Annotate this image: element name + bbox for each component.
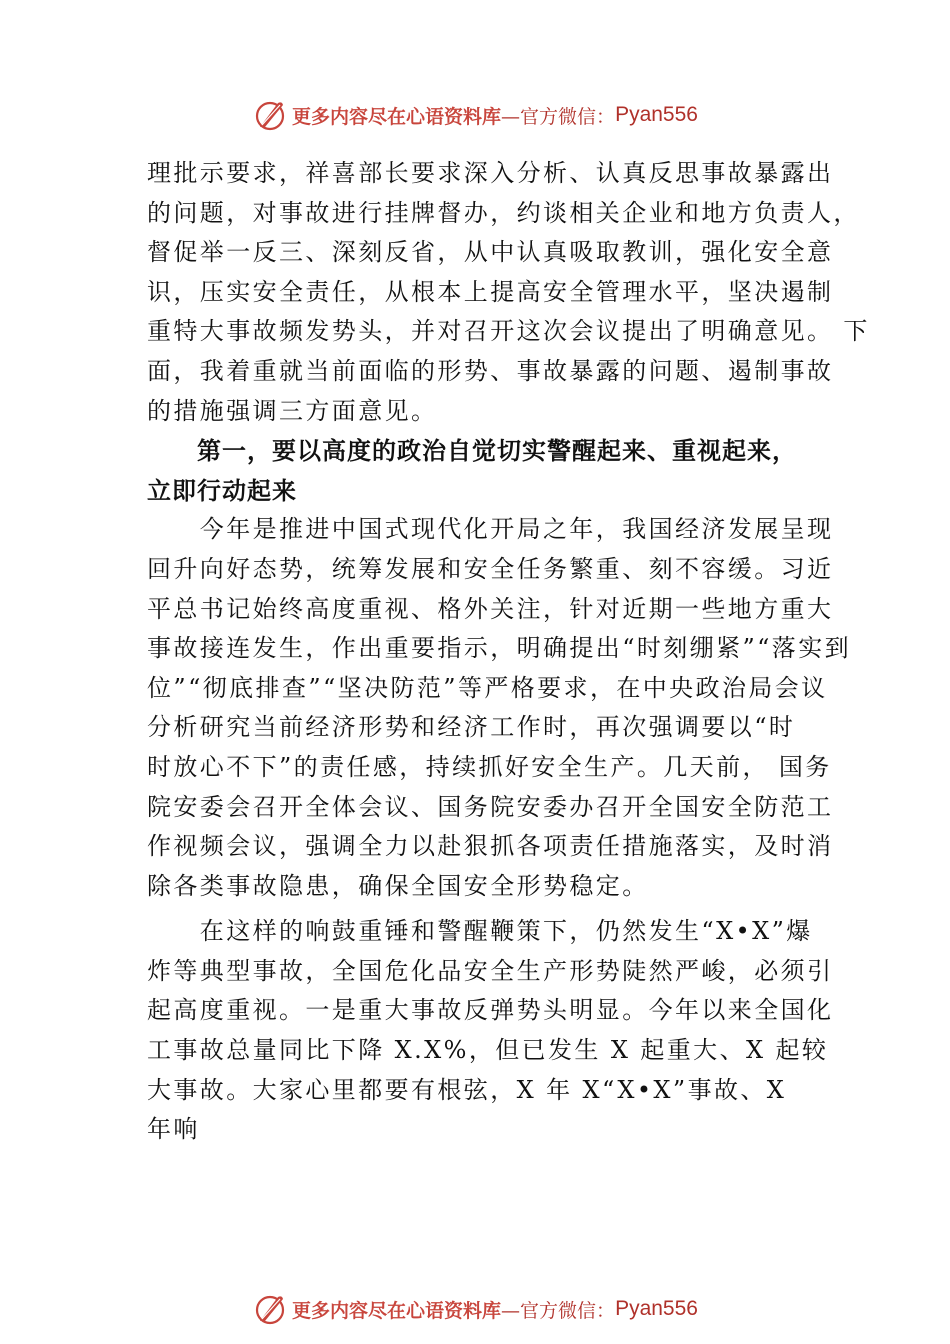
heading-line: 第一，要以高度的政治自觉切实警醒起来、重视起来， — [147, 436, 797, 466]
text-line: 除各类事故隐患，确保全国安全形势稳定。 — [147, 871, 649, 900]
text-line: 起高度重视。一是重大事故反弹势头明显。今年以来全国化 — [147, 996, 834, 1025]
text-line: 今年是推进中国式现代化开局之年，我国经济发展呈现 — [147, 515, 834, 544]
paragraph-2 — [147, 510, 852, 906]
text-line: 识，压实安全责任，从根本上提高安全管理水平，坚决遏制 — [147, 277, 834, 306]
text-line: 事故接连发生，作出重要指示，明确提出“时刻绷紧”“落实到 — [147, 634, 852, 663]
text-line: 在这样的响鼓重锤和警醒鞭策下，仍然发生“X•X”爆 — [147, 917, 813, 946]
text-line: 面，我着重就当前面临的形势、事故暴露的问题、遏制事故 — [147, 356, 834, 385]
text-line: 分析研究当前经济形势和经济工作时，再次强调要以“时 — [147, 713, 796, 742]
text-line: 时放心不下”的责任感，持续抓好安全生产。几天前， 国务 — [147, 752, 832, 781]
footer-brand: 更多内容尽在心语资料库 — [292, 1299, 502, 1322]
paragraph-1 — [147, 154, 870, 431]
text-line: 工事故总量同比下降 X.X%，但已发生 X 起重大、X 起较 — [147, 1036, 829, 1065]
header-official: —官方微信： — [501, 105, 616, 128]
document-body — [147, 154, 870, 1150]
text-line: 的措施强调三方面意见。 — [147, 396, 438, 425]
header-brand: 更多内容尽在心语资料库 — [292, 105, 502, 128]
text-line: 大事故。大家心里都要有根弦，X 年 X“X•X”事故、X — [147, 1075, 787, 1104]
text-line: 督促举一反三、深刻反省，从中认真吸取教训，强化安全意 — [147, 238, 834, 267]
footer-wechat-id: Pyan556 — [615, 1297, 698, 1320]
heading-line: 立即行动起来 — [147, 475, 297, 505]
text-line: 作视频会议，强调全力以赴狠抓各项责任措施落实，及时消 — [147, 832, 834, 861]
section-heading — [147, 431, 815, 510]
text-line: 的问题，对事故进行挂牌督办，约谈相关企业和地方负责人， — [147, 198, 860, 227]
text-line: 平总书记始终高度重视、格外关注，针对近期一些地方重大 — [147, 594, 834, 623]
header-wechat-id: Pyan556 — [615, 103, 698, 126]
text-line: 重特大事故频发势头，并对召开这次会议提出了明确意见。 下 — [147, 317, 870, 346]
footer-official: —官方微信： — [501, 1299, 616, 1322]
text-line: 位”“彻底排查”“坚决防范”等严格要求，在中央政治局会议 — [147, 673, 828, 702]
footer-banner — [0, 1289, 950, 1329]
text-line: 年响 — [147, 1115, 200, 1144]
text-line: 炸等典型事故，全国危化品安全生产形势陡然严峻，必须引 — [147, 956, 834, 985]
text-line: 院安委会召开全体会议、国务院安委办召开全国安全防范工 — [147, 792, 834, 821]
quill-pen-logo-icon — [252, 97, 288, 133]
paragraph-3 — [147, 912, 834, 1150]
quill-pen-logo-icon — [252, 1291, 288, 1327]
text-line: 理批示要求，祥喜部长要求深入分析、认真反思事故暴露出 — [147, 159, 834, 187]
header-banner — [0, 95, 950, 135]
text-line: 回升向好态势，统筹发展和安全任务繁重、刻不容缓。习近 — [147, 554, 834, 583]
